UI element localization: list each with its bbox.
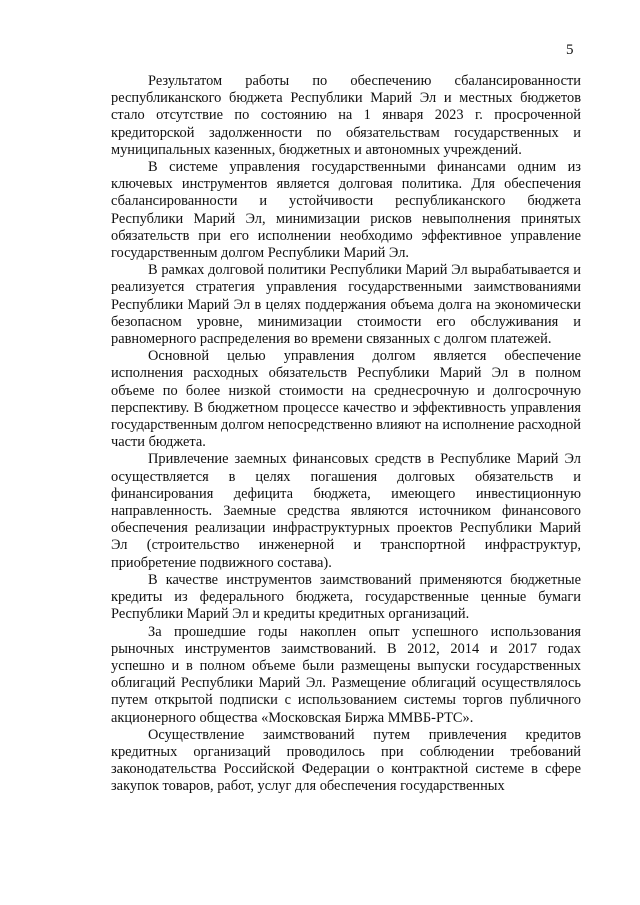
paragraph-borrowed-funds: Привлечение заемных финансовых средств в Республике Марий Эл осуществляется в целях погашения долговых обязательств и финансирования дефицита бюджета, имеющего инвестиционную направленность. Заемные средства являются источником финансового обеспечения реализации инфраструктурных проектов Республики Марий Эл (строительство инженерной и транспортной инфраструктур, приобретение подвижного состава). bbox=[111, 451, 581, 571]
paragraph-budget-balance: Результатом работы по обеспечению сбалансированности республиканского бюджета Республики Марий Эл и местных бюджетов стало отсутствие по состоянию на 1 января 2023 г. просроченной кредиторской задолженности по обязательствам государственных и муниципальных казенных, бюджетных и автономных учреждений. bbox=[111, 73, 581, 158]
paragraph-borrowing-strategy: В рамках долговой политики Республики Марий Эл вырабатывается и реализуется стратегия управления государственными заимствованиями Республики Марий Эл в целях поддержания объема долга на экономически безопасном уровне, минимизации стоимости его обслуживания и равномерного распределения во времени связанных с долгом платежей. bbox=[111, 262, 581, 348]
paragraph-borrowing-instruments: В качестве инструментов заимствований применяются бюджетные кредиты из федерального бюджета, государственные ценные бумаги Республики Марий Эл и кредиты кредитных организаций. bbox=[111, 571, 581, 623]
body-text bbox=[111, 73, 581, 796]
paragraph-bank-loans: Осуществление заимствований путем привлечения кредитов кредитных организаций проводилось при соблюдении требований законодательства Российской Федерации о контрактной системе в сфере закупок товаров, работ, услуг для обеспечения государственных bbox=[111, 726, 581, 795]
paragraph-debt-policy: В системе управления государственными финансами одним из ключевых инструментов является долговая политика. Для обеспечения сбалансированности и устойчивости республиканского бюджета Республики Марий Эл, минимизации рисков невыполнения принятых обязательств при его исполнении необходимо эффективное управление государственным долгом Республики Марий Эл. bbox=[111, 159, 581, 262]
paragraph-debt-management-goal: Основной целью управления долгом является обеспечение исполнения расходных обязательств Республики Марий Эл в полном объеме по более низкой стоимости на среднесрочную и долгосрочную перспективу. В бюджетном процессе качество и эффективность управления государственным долгом непосредственно влияют на исполнение расходной части бюджета. bbox=[111, 348, 581, 451]
paragraph-market-instruments: За прошедшие годы накоплен опыт успешного использования рыночных инструментов заимствований. В 2012, 2014 и 2017 годах успешно и в полном объеме были размещены выпуски государственных облигаций Республики Марий Эл. Размещение облигаций осуществлялось путем открытой подписки с использованием системы торгов публичного акционерного общества «Московская Биржа ММВБ-РТС». bbox=[111, 623, 581, 726]
page-number: 5 bbox=[566, 42, 574, 58]
